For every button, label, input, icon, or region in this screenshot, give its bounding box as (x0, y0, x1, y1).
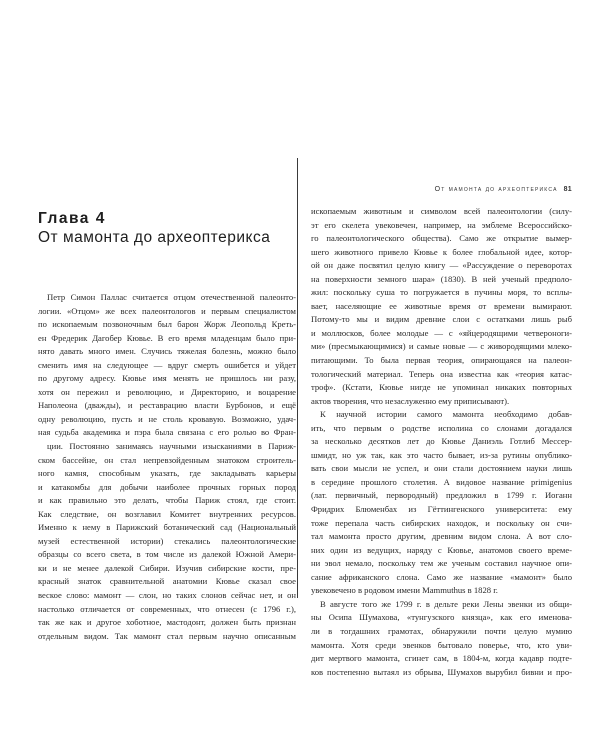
text-line: отдельным видом. Так мамонт стал первым научно описанным (38, 630, 296, 641)
text-line: хотя он пережил и революцию, и Директорию, и воцарение (38, 386, 296, 397)
text-line: питающими. То была первая теория, опирающаяся на палеон- (311, 355, 572, 366)
text-line: нято давать много имен. Случись тяжелая болезнь, можно было (38, 346, 296, 357)
text-line: них один из ведущих, наряду с Кювье, анатомов своего време- (311, 544, 572, 555)
text-line: К научной истории самого мамонта необходимо добав- (320, 409, 572, 420)
text-line: актов творения, что незаслуженно ему приписывают). (311, 395, 510, 406)
text-line: ного камня, способным указать, где закладывать карьеры (38, 468, 296, 479)
text-line: сменить имя на следующее — вдруг смерть ошибется и уйдет (38, 359, 296, 370)
text-line: Фридрих Блюменбах из Гёттингенского университета: ему (311, 504, 572, 515)
text-line: тоже перепала часть сибирских находок, и поскольку он счи- (311, 517, 572, 528)
text-line: ить, что первым о родстве исполина со слонами догадался (311, 422, 572, 433)
text-line: ископаемым животным и символом всей палеонтологии (силу- (311, 206, 572, 216)
page-gutter-line (297, 158, 298, 598)
text-line: (лат. первичный, первородный) предложил в 1799 г. Иоганн (311, 490, 572, 501)
text-line: одну революцию, пусть и не столь кровавую. Возможно, удач- (38, 413, 296, 424)
text-line: за несколько десятков лет до Кювье Даниэль Готлиб Мессер- (311, 436, 572, 447)
text-line: ная судьба академика и пэра была связана с его ролью во Фран- (38, 427, 296, 438)
text-line: вать свои мысли не успел, и они стали достоянием науки лишь (311, 463, 572, 474)
text-line: ков постепенно вытаял из обрыва, Шумахов вырубил бивни и про- (311, 666, 572, 677)
text-line: Петр Симон Паллас считается отцом отечественной палеонто- (47, 292, 296, 302)
page-number: 81 (563, 186, 572, 193)
text-line: ском бассейне, он стал непревзойденным знатоком строитель- (38, 454, 296, 465)
text-line: увековечено в родовом имени Mammuthus в 1828 г. (311, 585, 498, 596)
text-line: шмидт, но уж так, как это часто бывает, из-за рутины опублико- (311, 449, 572, 460)
text-line: и катакомбы для добычи наиболее прочных горных пород (38, 481, 296, 492)
chapter-title: От мамонта до археоптерикса (38, 229, 271, 246)
chapter-label: Глава 4 (38, 210, 106, 227)
text-line: вает, населяющие ее животные время от времени вымирают. (311, 300, 572, 311)
text-line: Наполеона (дважды), и реставрацию власти Бурбонов, и ещё (38, 400, 296, 411)
text-line: и как правильно это делать, чтобы Париж стоял, где стоит. (38, 495, 296, 506)
text-line: настолько отличается от современных, что отнесен (с 1796 г.), (38, 603, 296, 614)
text-line: мамонта. Хотя среди эвенков бытовало поверье, что, кто уви- (311, 639, 572, 650)
text-line: образцы со всего света, в том числе из далекой Южной Амери- (38, 549, 296, 560)
text-line: шего животного привело Кювье к более глобальной идее, котор- (311, 246, 572, 257)
text-line: го палеонтологического общества). Само же открытие вымер- (311, 233, 572, 244)
text-line: ции. Постоянно занимаясь научными изысканиями в Париж- (47, 441, 296, 452)
text-line: дит мертвого мамонта, сгинет сам, в 1804-м, когда кадавр подте- (311, 653, 572, 664)
chapter-heading (38, 209, 296, 247)
text-line: ни эвол немало, поскольку тем же ученым составил научное опи- (311, 558, 572, 569)
text-line: Как следствие, он возглавил Комитет внутренних ресурсов. (38, 508, 296, 519)
text-line: в середине прошлого столетия. А видовое название primigenius (311, 476, 572, 487)
text-line: тологический материал. Теперь она известна как «теория катас- (311, 368, 572, 379)
text-line: эт его скелета увековечен, например, на эмблеме Всероссийско- (311, 219, 572, 230)
running-head-title: От мамонта до археоптерикса (434, 186, 558, 193)
text-line: ки и не менее далекой Сибири. Изучив сибирские кости, пре- (38, 562, 296, 573)
text-line: веское слово: мамонт — слон, но таких слонов сейчас нет, и он (38, 590, 296, 601)
text-line: музей естественной истории) стекались палеонтологические (38, 535, 296, 546)
text-line: по другому адресу. Кювье имя менять не пришлось ни разу, (38, 373, 296, 384)
text-line: ен Фредерик Дагобер Кювье. В его время младенцам было при- (38, 332, 296, 343)
text-line: так же как и другое хоботное, мастодонт, должен быть признан (38, 617, 296, 628)
running-head (392, 186, 572, 193)
text-line: ми» (пресмыкающимися) и самые новые — с живородящими млеко- (311, 341, 572, 352)
text-line: ой он даже посвятил целую книгу — «Рассуждение о переворотах (311, 260, 572, 271)
text-line: Потому-то мы и видим древние слои с остатками лишь рыб (311, 314, 572, 325)
right-page-body (311, 205, 572, 679)
text-line: Именно к нему в Парижский ботанический сад (Национальный (38, 522, 296, 533)
text-line: ны Осипа Шумахова, «тунгузского князца», как его именова- (311, 612, 572, 623)
text-line: на поверхности земного шара» (1830). В ней ученый предполо- (311, 273, 572, 284)
text-line: тал мамонта просто другим, древним видом слона. А вот сло- (311, 531, 572, 542)
text-line: красный знаток сравнительной анатомии Кювье сказал свое (38, 576, 296, 587)
text-line: и моллюсков, более молодые — с «яйцеродящими четвероноги- (311, 327, 572, 338)
text-line: логии. «Отцом» же всех палеонтологов и первым специалистом (38, 305, 296, 316)
left-page-body (38, 291, 296, 643)
text-line: ли в тогдашних грамотах, обнаружили почти целую мумию (311, 625, 572, 636)
text-line: по ископаемым позвоночным был барон Жорж Леопольд Креть- (38, 319, 296, 330)
text-line: В августе того же 1799 г. в дельте реки Лены эвенки из общи- (320, 598, 572, 609)
text-line: сание африканского слона. Само же название «мамонт» было (311, 571, 572, 582)
text-line: жил: поскольку суша то погружается в пучины моря, то всплы- (311, 287, 572, 298)
text-line: троф». (Кстати, Кювье нигде не упоминал никаких повторных (311, 382, 572, 393)
